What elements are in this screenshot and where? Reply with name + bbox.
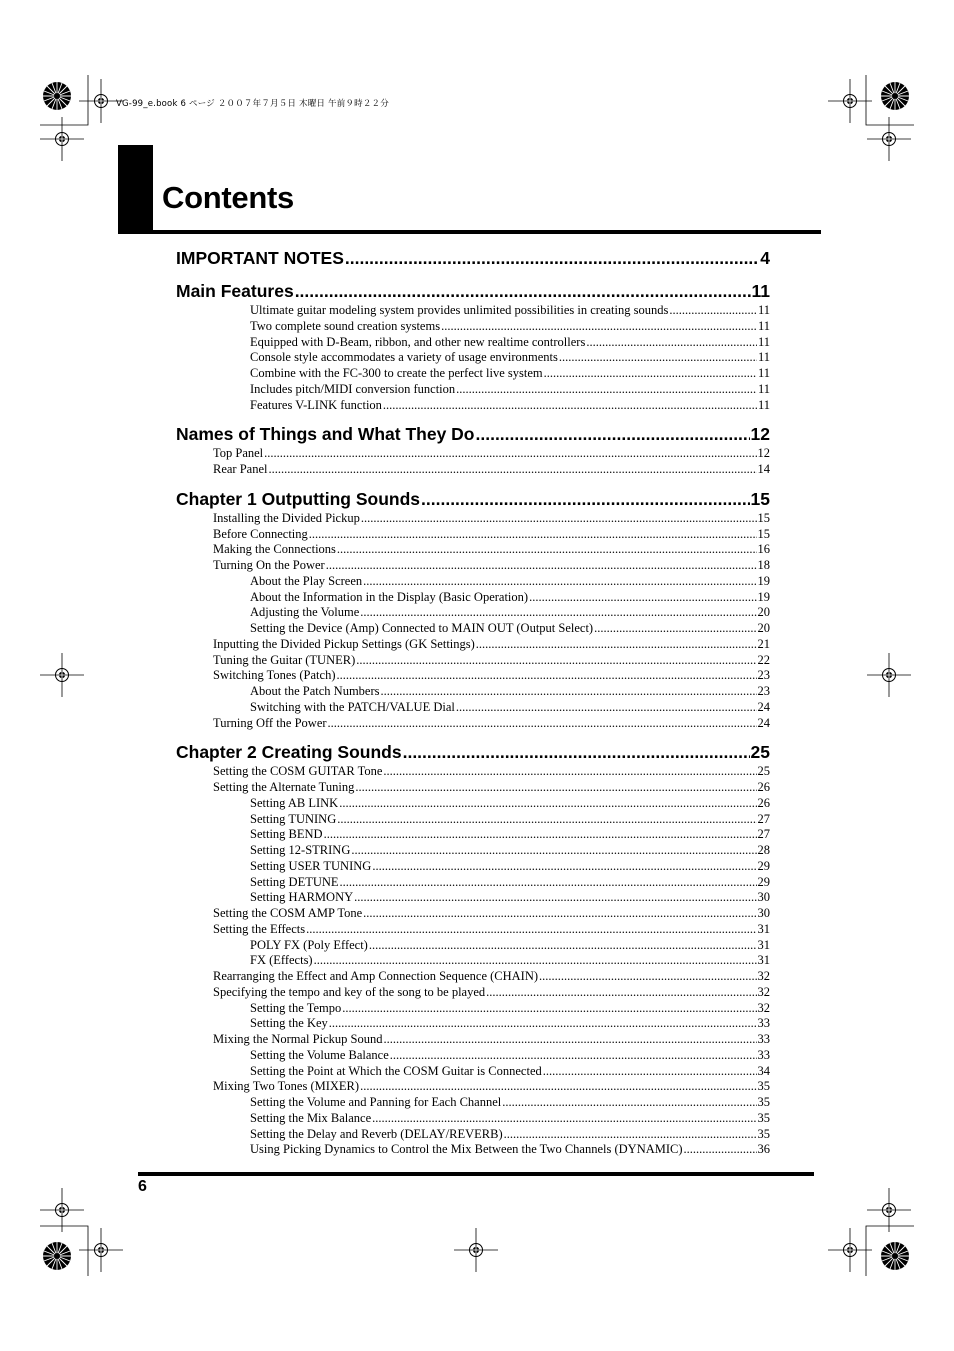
toc-entry-label: Includes pitch/MIDI conversion function [250, 381, 456, 396]
toc-entry[interactable] [176, 574, 770, 590]
toc-entry-label: Setting the Delay and Reverb (DELAY/REVERB) [250, 1126, 503, 1141]
toc-entry-label: Turning On the Power [213, 558, 325, 572]
registration-target [828, 79, 872, 123]
toc-entry[interactable] [176, 875, 770, 891]
toc-entry[interactable] [176, 319, 770, 335]
dot-leader [363, 574, 756, 590]
toc-entry-page: 27 [757, 827, 770, 842]
toc-section-title: IMPORTANT NOTES [176, 248, 344, 268]
toc-entry-label: Mixing Two Tones (MIXER) [213, 1079, 360, 1094]
dot-leader [529, 590, 756, 606]
dot-leader [354, 890, 756, 906]
toc-section-page: 12 [750, 424, 770, 445]
toc-entry-label: Turning Off the Power [213, 715, 327, 730]
toc-entry-page: 16 [757, 542, 770, 557]
toc-entry-page: 23 [757, 684, 770, 698]
toc-section-title: Main Features [176, 281, 294, 301]
toc-entry-page: 33 [757, 1047, 770, 1062]
toc-entry[interactable] [176, 700, 770, 716]
toc-entry[interactable] [176, 335, 770, 351]
toc-entry[interactable] [176, 527, 770, 543]
toc-section-heading[interactable] [176, 281, 770, 303]
toc-entry[interactable] [176, 859, 770, 875]
dot-leader [372, 859, 756, 875]
dot-leader [351, 843, 756, 859]
toc-entry-page: 23 [757, 668, 770, 683]
dot-leader [559, 350, 757, 366]
toc-section-title: Names of Things and What They Do [176, 424, 475, 445]
toc-entry-label: Setting the Point at Which the COSM Guitar is Connected [250, 1063, 542, 1078]
registration-target [79, 1228, 123, 1272]
toc-entry-page: 24 [757, 715, 770, 730]
toc-entry[interactable] [176, 511, 770, 527]
toc-entry-page: 30 [757, 890, 770, 905]
dot-leader [306, 922, 756, 938]
toc-entry[interactable] [176, 1032, 770, 1048]
toc-entry-page: 35 [757, 1079, 770, 1094]
dot-leader [441, 319, 757, 335]
registration-target [828, 1228, 872, 1272]
toc-entry[interactable] [176, 366, 770, 382]
dot-leader [669, 303, 757, 319]
toc-entry[interactable] [176, 922, 770, 938]
dot-leader [340, 875, 757, 891]
dot-leader [372, 1111, 756, 1127]
toc-entry-page: 11 [757, 350, 770, 365]
toc-entry-label: Setting the Alternate Tuning [213, 780, 355, 794]
registration-target [40, 117, 84, 161]
toc-entry-label: Setting 12-STRING [250, 843, 351, 857]
page-number: 6 [138, 1178, 147, 1195]
toc-entry-label: Setting the COSM GUITAR Tone [213, 764, 383, 779]
toc-section-heading[interactable] [176, 742, 770, 764]
dot-leader [456, 700, 757, 716]
page-title: Contents [162, 180, 294, 215]
toc-entry[interactable] [176, 653, 770, 669]
toc-entry[interactable] [176, 906, 770, 922]
dot-leader [355, 780, 756, 796]
toc-entry[interactable] [176, 1111, 770, 1127]
toc-section [176, 742, 770, 1158]
toc-entry[interactable] [176, 1142, 770, 1158]
footer-rule [138, 1172, 814, 1176]
toc-entry-label: Setting the Volume and Panning for Each Channel [250, 1095, 502, 1109]
dot-leader [539, 969, 756, 985]
toc-entry-page: 11 [757, 334, 770, 349]
dot-leader [337, 668, 757, 684]
toc-entry[interactable] [176, 938, 770, 954]
toc-entry[interactable] [176, 668, 770, 684]
toc-entry[interactable] [176, 621, 770, 637]
toc-entry-label: Setting the Key [250, 1016, 328, 1031]
toc-entry-page: 33 [757, 1016, 770, 1031]
toc-entry-label: Setting the Tempo [250, 1000, 342, 1015]
dot-leader [337, 812, 756, 828]
dot-leader [594, 621, 756, 637]
registration-starburst-bottom-left [43, 1242, 71, 1270]
toc-entry-label: Setting BEND [250, 827, 323, 842]
dot-leader [586, 335, 757, 351]
dot-leader [329, 1016, 757, 1032]
registration-target [867, 117, 911, 161]
registration-starburst-bottom-right [881, 1242, 909, 1270]
dot-leader [345, 248, 759, 269]
toc-entry-label: Setting the Effects [213, 921, 306, 936]
toc-entry-label: Switching Tones (Patch) [213, 668, 336, 683]
toc-entry[interactable] [176, 1048, 770, 1064]
dot-leader [342, 1001, 756, 1017]
dot-leader [337, 542, 757, 558]
toc-entry[interactable] [176, 985, 770, 1001]
toc-entry[interactable] [176, 953, 770, 969]
toc-entry-label: Mixing the Normal Pickup Sound [213, 1032, 383, 1046]
toc-entry-label: FX (Effects) [250, 953, 313, 968]
toc-entry-page: 32 [757, 1000, 770, 1015]
toc-section-heading[interactable] [176, 424, 770, 446]
registration-target [454, 1228, 498, 1272]
toc-section-page: 15 [750, 488, 770, 509]
toc-entry-page: 11 [757, 366, 770, 380]
toc-entry[interactable] [176, 382, 770, 398]
toc-entry-label: Inputting the Divided Pickup Settings (GK Settings) [213, 636, 475, 651]
registration-target [867, 653, 911, 697]
toc-entry-label: Tuning the Guitar (TUNER) [213, 652, 356, 667]
toc-entry-label: Installing the Divided Pickup [213, 510, 360, 525]
dot-leader [421, 489, 750, 510]
toc-entry-page: 35 [757, 1126, 770, 1141]
toc-entry-label: Two complete sound creation systems [250, 318, 441, 333]
toc-entry[interactable] [176, 780, 770, 796]
dot-leader [264, 446, 756, 462]
toc-section-heading[interactable] [176, 248, 770, 270]
registration-starburst-top-left [43, 82, 71, 110]
toc-entry-page: 15 [757, 526, 770, 541]
toc-entry-page: 29 [757, 874, 770, 889]
toc-entry[interactable] [176, 890, 770, 906]
toc-entry-label: Setting the Volume Balance [250, 1047, 389, 1062]
toc-entry-label: Setting USER TUNING [250, 858, 372, 873]
dot-leader [369, 938, 757, 954]
toc-entry[interactable] [176, 303, 770, 319]
toc-entry-label: Setting the Mix Balance [250, 1110, 372, 1125]
toc-section-title: Chapter 2 Creating Sounds [176, 742, 402, 763]
registration-target [867, 1188, 911, 1232]
toc-entry-page: 11 [757, 381, 770, 396]
toc-entry-label: Combine with the FC-300 to create the perfect live system [250, 366, 543, 380]
toc-section [176, 248, 770, 270]
toc-entry-label: POLY FX (Poly Effect) [250, 937, 368, 952]
dot-leader [383, 764, 756, 780]
toc-entry-label: Setting AB LINK [250, 795, 339, 810]
toc-entry-page: 19 [757, 573, 770, 588]
toc-entry-page: 11 [757, 318, 770, 333]
toc-entry[interactable] [176, 590, 770, 606]
toc-entry-page: 21 [757, 636, 770, 651]
toc-entry-page: 12 [757, 446, 770, 461]
toc-entry-page: 32 [757, 969, 770, 983]
toc-entry-page: 31 [757, 921, 770, 936]
toc-entry-page: 36 [757, 1142, 770, 1157]
toc-entry[interactable] [176, 684, 770, 700]
toc-entry-page: 11 [757, 303, 770, 317]
toc-section-title: Chapter 1 Outputting Sounds [176, 488, 421, 509]
dot-leader [328, 716, 757, 732]
toc-entry-label: Rearranging the Effect and Amp Connection Sequence (CHAIN) [213, 969, 539, 983]
registration-target [40, 653, 84, 697]
toc-section-page: 11 [751, 281, 770, 301]
toc-entry-label: About the Play Screen [250, 573, 363, 588]
toc-entry-page: 31 [757, 937, 770, 952]
toc-entry-page: 11 [757, 397, 770, 412]
toc-entry-page: 20 [757, 621, 770, 635]
toc-entry-page: 27 [757, 811, 770, 826]
toc-entry-label: Features V-LINK function [250, 397, 382, 412]
toc-section-page: 25 [750, 742, 770, 763]
toc-entry-label: Rear Panel [213, 462, 268, 476]
toc-entry-label: Top Panel [213, 446, 264, 461]
dot-leader [356, 653, 756, 669]
title-rule [118, 230, 821, 234]
registration-starburst-top-right [881, 82, 909, 110]
dot-leader [360, 605, 756, 621]
toc-entry-label: Equipped with D-Beam, ribbon, and other new realtime controllers [250, 334, 586, 349]
toc-entry-label: Switching with the PATCH/VALUE Dial [250, 699, 455, 714]
dot-leader [543, 1064, 757, 1080]
toc-entry[interactable] [176, 446, 770, 462]
toc-entry-page: 32 [757, 984, 770, 999]
toc-entry-label: Specifying the tempo and key of the song to be played [213, 984, 486, 999]
toc-entry-label: Setting TUNING [250, 811, 337, 826]
toc-entry-page: 19 [757, 589, 770, 604]
toc-entry[interactable] [176, 558, 770, 574]
toc-entry-page: 35 [757, 1110, 770, 1125]
dot-leader [361, 511, 757, 527]
toc-entry-page: 28 [757, 843, 770, 857]
toc-entry-label: Adjusting the Volume [250, 605, 360, 620]
toc-entry[interactable] [176, 716, 770, 732]
dot-leader [324, 827, 757, 843]
toc-entry-page: 30 [757, 906, 770, 920]
toc-entry[interactable] [176, 1001, 770, 1017]
toc-entry[interactable] [176, 350, 770, 366]
toc-entry[interactable] [176, 1064, 770, 1080]
dot-leader [360, 1079, 756, 1095]
toc-section [176, 489, 770, 732]
toc-entry[interactable] [176, 637, 770, 653]
toc-entry-page: 26 [757, 780, 770, 794]
toc-entry[interactable] [176, 605, 770, 621]
dot-leader [383, 398, 757, 414]
toc-entry-page: 25 [757, 764, 770, 779]
dot-leader [269, 462, 757, 478]
toc-entry-label: About the Information in the Display (Basic Operation) [250, 589, 529, 604]
toc-entry-page: 33 [757, 1032, 770, 1046]
toc-entry-page: 34 [757, 1063, 770, 1078]
dot-leader [476, 424, 750, 445]
table-of-contents [176, 248, 770, 1158]
toc-entry-label: Before Connecting [213, 526, 308, 541]
toc-entry-page: 20 [757, 605, 770, 620]
dot-leader [390, 1048, 757, 1064]
toc-entry[interactable] [176, 812, 770, 828]
toc-entry-label: Setting the COSM AMP Tone [213, 906, 363, 920]
toc-entry-page: 18 [757, 558, 770, 572]
toc-entry[interactable] [176, 1016, 770, 1032]
toc-entry[interactable] [176, 1079, 770, 1095]
toc-entry[interactable] [176, 1095, 770, 1111]
toc-entry[interactable] [176, 764, 770, 780]
toc-section [176, 281, 770, 413]
dot-leader [403, 742, 750, 763]
toc-entry[interactable] [176, 462, 770, 478]
toc-entry-page: 35 [757, 1095, 770, 1109]
toc-entry-label: Ultimate guitar modeling system provides unlimited possibilities in creating sounds [250, 303, 669, 317]
toc-section-heading[interactable] [176, 489, 770, 511]
toc-entry-page: 26 [757, 795, 770, 810]
dot-leader [381, 684, 757, 700]
dot-leader [456, 382, 757, 398]
dot-leader [363, 906, 756, 922]
toc-entry-page: 24 [757, 699, 770, 714]
dot-leader [502, 1095, 756, 1111]
toc-entry[interactable] [176, 1127, 770, 1143]
toc-entry-label: Setting the Device (Amp) Connected to MAIN OUT (Output Select) [250, 621, 594, 635]
toc-section [176, 424, 770, 478]
toc-entry[interactable] [176, 542, 770, 558]
toc-entry[interactable] [176, 969, 770, 985]
dot-leader [544, 366, 757, 382]
file-info-header: VG-99_e.book 6 ページ ２００７年７月５日 木曜日 午前９時２２分 [116, 99, 389, 109]
toc-entry-page: 14 [757, 462, 770, 476]
dot-leader [476, 637, 757, 653]
dot-leader [684, 1142, 757, 1158]
toc-entry[interactable] [176, 843, 770, 859]
toc-entry-label: Making the Connections [213, 542, 336, 557]
toc-entry-label: Setting HARMONY [250, 890, 354, 905]
dot-leader [326, 558, 757, 574]
dot-leader [383, 1032, 756, 1048]
toc-entry-label: About the Patch Numbers [250, 684, 380, 698]
dot-leader [339, 796, 756, 812]
registration-target [40, 1188, 84, 1232]
dot-leader [309, 527, 757, 543]
toc-section-page: 4 [760, 248, 770, 268]
toc-entry[interactable] [176, 398, 770, 414]
dot-leader [295, 281, 751, 302]
toc-entry-label: Using Picking Dynamics to Control the Mix Between the Two Channels (DYNAMIC) [250, 1142, 683, 1157]
toc-entry-page: 29 [757, 858, 770, 873]
toc-entry-page: 15 [757, 510, 770, 525]
toc-entry-label: Console style accommodates a variety of usage environments [250, 350, 558, 365]
toc-entry-page: 31 [757, 953, 770, 968]
title-block-bar [118, 145, 153, 233]
toc-entry-label: Setting DETUNE [250, 874, 339, 889]
dot-leader [314, 953, 757, 969]
dot-leader [504, 1127, 757, 1143]
toc-entry[interactable] [176, 796, 770, 812]
toc-entry[interactable] [176, 827, 770, 843]
dot-leader [486, 985, 756, 1001]
toc-entry-page: 22 [757, 652, 770, 667]
